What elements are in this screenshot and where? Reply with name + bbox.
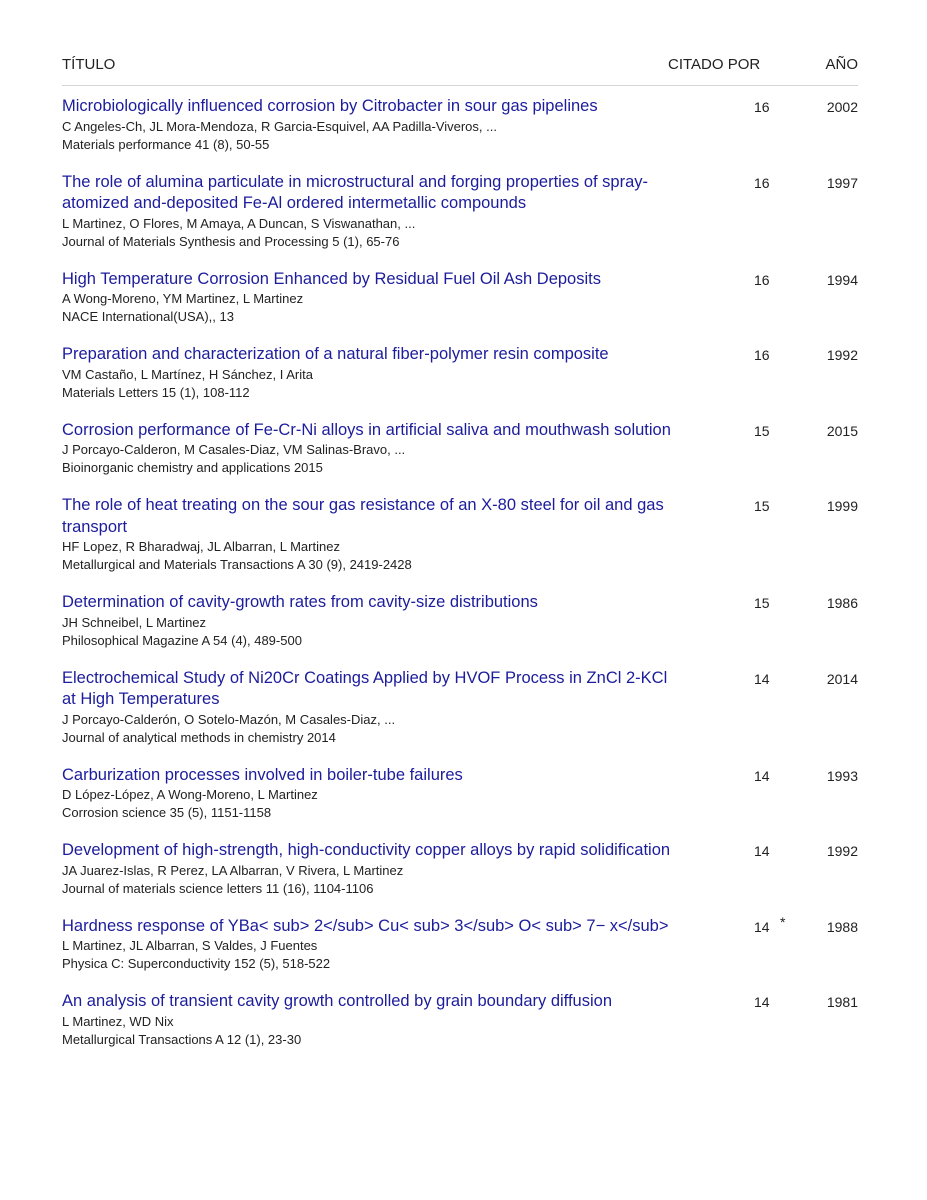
article-row [62,765,858,841]
article-title-link[interactable]: High Temperature Corrosion Enhanced by Residual Fuel Oil Ash Deposits [62,269,601,288]
publication-year: 1988 [826,918,858,935]
article-authors: JA Juarez-Islas, R Perez, LA Albarran, V Rivera, L Martinez [62,862,404,878]
article-venue: Metallurgical and Materials Transactions A 30 (9), 2419-2428 [62,557,412,572]
article-title-link[interactable]: Hardness response of YBa< sub> 2</sub> Cu< sub> 3</sub> O< sub> 7− x</sub> [62,916,669,935]
article-authors: L Martinez, JL Albarran, S Valdes, J Fuentes [62,938,318,953]
table-header [62,55,858,86]
article-authors: J Porcayo-Calderón, O Sotelo-Mazón, M Casales-Diaz, ... [62,711,396,727]
article-venue: Metallurgical Transactions A 12 (1), 23-30 [62,1031,302,1047]
article-venue: NACE International(USA),, 13 [62,309,234,324]
article-title-link[interactable]: The role of alumina particulate in microstructural and forging properties of spray-atomized and-deposited Fe-Al ordered intermetallic compounds [62,172,649,212]
article-row [62,991,858,1067]
article-title-link[interactable]: Corrosion performance of Fe-Cr-Ni alloys in artificial saliva and mouthwash solution [62,420,671,439]
publication-year: 1992 [826,347,858,363]
article-title-link[interactable]: Electrochemical Study of Ni20Cr Coatings Applied by HVOF Process in ZnCl 2-KCl at High Temperatures [62,668,668,708]
article-venue: Bioinorganic chemistry and applications 2015 [62,460,323,475]
article-row [62,668,858,765]
cited-by-count[interactable]: 16 [754,347,770,363]
article-title-link[interactable]: The role of heat treating on the sour gas resistance of an X-80 steel for oil and gas transport [62,496,664,536]
article-row [62,840,858,916]
merged-citations-marker[interactable]: * [780,913,786,930]
article-venue: Journal of Materials Synthesis and Processing 5 (1), 65-76 [62,233,400,249]
article-title-link[interactable]: Preparation and characterization of a natural fiber-polymer resin composite [62,345,609,363]
cited-by-count[interactable]: 14 [754,670,770,687]
article-authors: C Angeles-Ch, JL Mora-Mendoza, R Garcia-Esquivel, AA Padilla-Viveros, ... [62,118,497,134]
publication-year: 2014 [826,670,858,687]
publication-year: 1997 [826,174,858,191]
article-row [62,913,858,992]
article-row [62,172,858,269]
article-row [62,269,858,345]
article-authors: L Martinez, WD Nix [62,1013,174,1029]
article-title-link[interactable]: An analysis of transient cavity growth controlled by grain boundary diffusion [62,992,613,1010]
article-authors: JH Schneibel, L Martinez [62,614,207,630]
column-header-year[interactable]: AÑO [825,56,858,73]
article-authors: VM Castaño, L Martínez, H Sánchez, I Arita [62,366,313,382]
cited-by-count[interactable]: 14 [754,994,770,1010]
cited-by-count[interactable]: 16 [754,271,770,288]
cited-by-count[interactable]: 16 [754,99,770,115]
article-venue: Materials performance 41 (8), 50-55 [62,136,270,152]
cited-by-count[interactable]: 14 [754,843,770,859]
publication-year: 1981 [826,994,858,1010]
column-header-title[interactable]: TÍTULO [62,56,116,73]
cited-by-count[interactable]: 14 [754,767,770,784]
article-row [62,420,858,496]
publication-year: 1999 [826,498,858,514]
article-title-link[interactable]: Determination of cavity-growth rates from cavity-size distributions [62,593,538,611]
article-venue: Journal of analytical methods in chemistry 2014 [62,729,336,745]
article-authors: D López-López, A Wong-Moreno, L Martinez [62,787,318,802]
article-venue: Materials Letters 15 (1), 108-112 [62,384,250,400]
publication-year: 2015 [826,422,858,439]
publication-year: 2002 [826,99,858,115]
article-title-link[interactable]: Carburization processes involved in boiler-tube failures [62,765,463,784]
article-title-link[interactable]: Development of high-strength, high-conductivity copper alloys by rapid solidification [62,841,671,859]
article-authors: HF Lopez, R Bharadwaj, JL Albarran, L Martinez [62,539,340,554]
publication-year: 1993 [826,767,858,784]
column-header-cited-by[interactable]: CITADO POR [668,56,761,73]
publication-year: 1986 [826,595,858,611]
publication-year: 1994 [826,271,858,288]
cited-by-count[interactable]: 14 [754,918,770,935]
article-list [62,96,858,1067]
article-row [62,495,858,592]
cited-by-count[interactable]: 15 [754,498,770,514]
article-title-link[interactable]: Microbiologically influenced corrosion by Citrobacter in sour gas pipelines [62,97,598,115]
article-venue: Corrosion science 35 (5), 1151-1158 [62,805,272,820]
article-row [62,344,858,420]
cited-by-count[interactable]: 15 [754,422,770,439]
cited-by-count[interactable]: 15 [754,595,770,611]
article-row [62,592,858,668]
article-authors: L Martinez, O Flores, M Amaya, A Duncan, S Viswanathan, ... [62,215,416,231]
publication-year: 1992 [826,843,858,859]
article-venue: Journal of materials science letters 11 (16), 1104-1106 [62,880,374,896]
article-row [62,96,858,172]
cited-by-count[interactable]: 16 [754,174,770,191]
article-authors: A Wong-Moreno, YM Martinez, L Martinez [62,291,304,306]
article-venue: Philosophical Magazine A 54 (4), 489-500 [62,632,302,648]
article-authors: J Porcayo-Calderon, M Casales-Diaz, VM Salinas-Bravo, ... [62,442,406,457]
article-venue: Physica C: Superconductivity 152 (5), 518-522 [62,956,331,971]
